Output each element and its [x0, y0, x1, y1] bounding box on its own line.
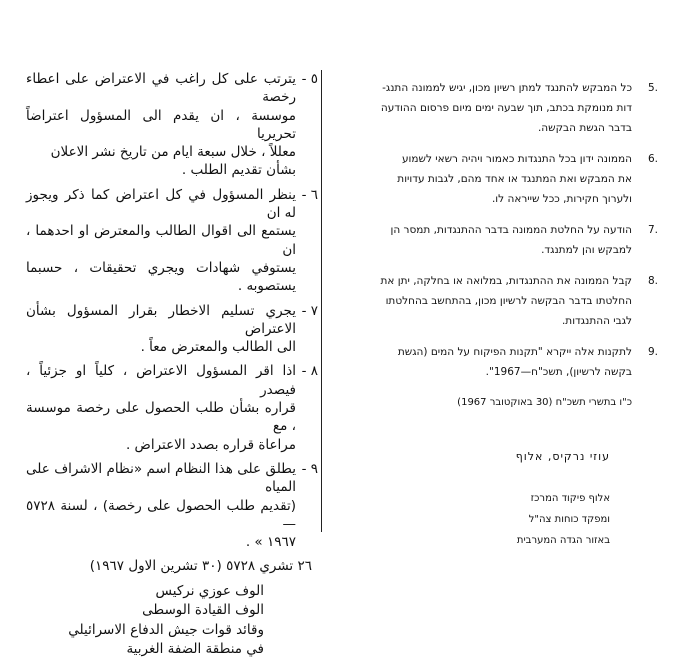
arabic-item-text: يترتب على كل راغب في الاعتراض على اعطاء رخصة موسسة ، ان يقدم الى المسؤول اعتراضاً تحريريا معللاً ، خلال سبعة ايام من تاريخ نشر الاعلان بشأن تقديم الطلب .	[26, 71, 296, 179]
hebrew-column	[327, 78, 658, 572]
arabic-signature: الوف عوزي نركيس الوف القيادة الوسطى وقائد قوات جيش الدفاع الاسرائيلي في منطقة الضفة الغربية	[68, 582, 264, 658]
hebrew-item-text: הממונה ידון בכל התנגדות כאמור ויהיה רשאי לשמוע את המבקש ואת המתנגד או אחד מהם, לגבות עדויות ולערוך חקירות, ככל שייראה לו.	[397, 153, 632, 205]
hebrew-signature-titles: אלוף פיקוד המרכז ומפקד כוחות צה"ל באזור הגדה המערבית	[516, 493, 610, 546]
hebrew-item-number: 6.	[647, 153, 658, 165]
arabic-item-text: يجري تسليم الاخطار بقرار المسؤول بشأن الاعتراض الى الطالب والمعترض معاً .	[26, 302, 296, 356]
arabic-item-text: ينظر المسؤول في كل اعتراض كما ذكر ويجوز له ان يستمع الى اقوال الطالب والمعترض او احدهما ، ان يستوفي شهادات ويجري تحقيقات ، حسبما يستصوبه .	[26, 186, 296, 295]
arabic-item-text: اذا اقر المسؤول الاعتراض ، كلياً او جزئياً ، فيصدر قراره بشأن طلب الحصول على رخصة موسسة ، مع مراعاة قراره بصدد الاعتراض .	[26, 363, 296, 453]
hebrew-item-text: כל המבקש להתנגד למתן רשיון מכון, יגיש לממונה התנג- דות מנומקת בכתב, תוך שבעה ימים מיום פרסום ההודעה בדבר הגשת הבקשה.	[380, 82, 632, 134]
arabic-item-6	[26, 186, 318, 296]
arabic-item-number: ٦ -	[301, 186, 318, 203]
hebrew-item-6	[327, 149, 658, 209]
arabic-item-number: ٧ -	[301, 302, 318, 319]
hebrew-item-number: 5.	[647, 82, 658, 94]
hebrew-signature-name: עוזי נרקיס, אלוף	[515, 450, 610, 463]
arabic-item-number: ٩ -	[301, 460, 318, 477]
hebrew-item-5	[327, 78, 658, 138]
hebrew-item-text: הודעה על החלטת הממונה בדבר ההתנגדות, תמסר הן למבקש והן למתנגד.	[390, 224, 632, 256]
hebrew-item-number: 8.	[647, 275, 658, 287]
arabic-item-text: يطلق على هذا النظام اسم «نظام الاشراف على المياه (تقديم طلب الحصول على رخصة) ، لسنة ٥٧٢٨ — ١٩٦٧ » .	[26, 460, 296, 551]
column-divider	[321, 70, 322, 532]
hebrew-item-text: קבל הממונה את ההתנגדות, במלואה או בחלקה, יתן את החלטתו בדבר הבקשה לרשיון מכון, בהתחשב בהחלטתו לגבי ההתנגדות.	[380, 275, 632, 327]
arabic-date: ٢٦ تشري ٥٧٢٨ (٣٠ تشرين الاول ١٩٦٧)	[89, 558, 312, 575]
hebrew-item-text: לתקנות אלה ייקרא "תקנות הפיקוח על המים (הגשת בקשה לרשיון), תשכ"ח—1967".	[397, 346, 632, 378]
arabic-item-5	[26, 70, 318, 180]
arabic-column	[26, 70, 318, 660]
hebrew-item-9	[327, 342, 658, 382]
hebrew-item-number: 9.	[647, 346, 658, 358]
hebrew-item-8	[327, 271, 658, 331]
arabic-item-number: ٥ -	[301, 71, 318, 87]
arabic-item-7	[26, 302, 318, 357]
arabic-item-9	[26, 460, 318, 551]
hebrew-signature	[327, 425, 632, 572]
arabic-item-8	[26, 362, 318, 453]
hebrew-item-7	[327, 220, 658, 260]
hebrew-item-number: 7.	[647, 224, 658, 236]
hebrew-date: כ"ו בתשרי תשכ"ח (30 באוקטובר 1967)	[457, 397, 632, 408]
arabic-item-number: ٨ -	[301, 363, 318, 380]
